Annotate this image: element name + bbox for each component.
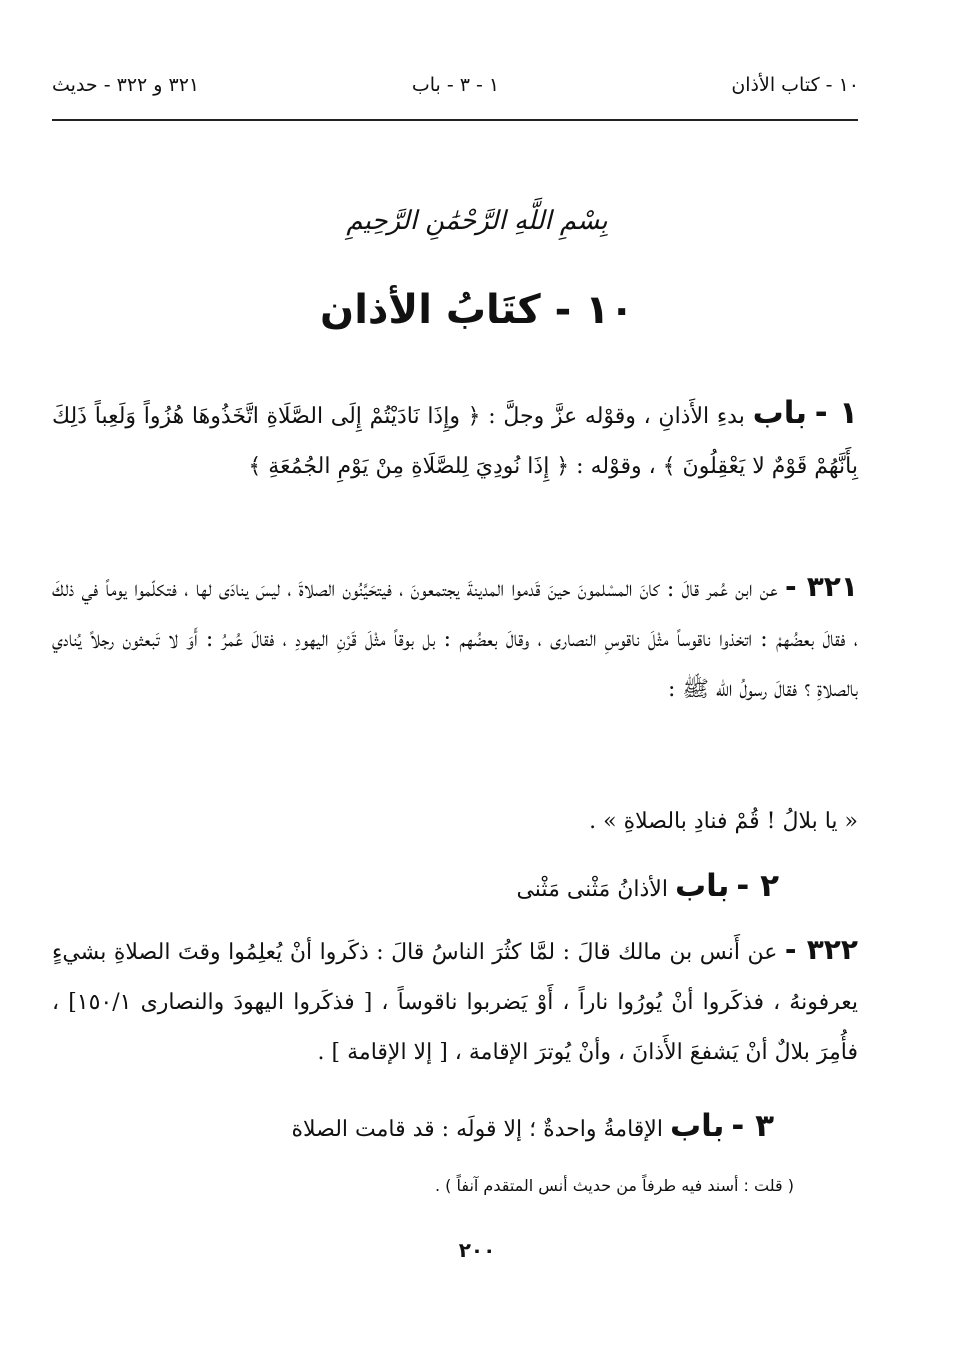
- hadith-321-quote: « يا بلالُ ! قُمْ فنادِ بالصلاةِ » .: [589, 809, 858, 834]
- book-title: ١٠ - كتَابُ الأذان: [320, 287, 634, 333]
- chapter-2-text: الأذانُ مَثْنى مَثْنى: [516, 877, 668, 902]
- chapter-3-label: باب: [669, 1108, 725, 1144]
- editor-note: ( قلت : أسند فيه طرفاً من حديث أنس المتقدم آنفاً ) .: [434, 1176, 794, 1195]
- chapter-2-label: باب: [674, 868, 730, 904]
- hadith-321: [52, 562, 858, 715]
- chapter-1-number: ١ -: [814, 395, 858, 431]
- hadith-322: [52, 925, 858, 1078]
- basmala-calligraphy: بِسْمِ اللَّهِ الرَّحْمَٰنِ الرَّحِيمِ: [346, 206, 608, 236]
- hadith-321-number: ٣٢١ -: [785, 570, 858, 603]
- chapter-2: [516, 858, 779, 918]
- hadith-322-text: عن أَنس بن مالك قالَ : لمَّا كثُرَ الناسُ قالَ : ذكَروا أنْ يُعلِمُوا وقتَ الصلاةِ بشيءٍ يعرفونهُ ، فذكَروا أنْ يُورُوا ناراً ، أَوْ يَضربوا ناقوساً ، [ فذكَروا اليهودَ والنصارى ١٥٠/١] ، فأُمِرَ بلالٌ أنْ يَشفعَ الأَذانَ ، وأنْ يُوترَ الإقامة ، [ إلا الإقامة ] .: [52, 940, 858, 1065]
- header-divider: [52, 119, 858, 121]
- chapter-3-number: ٣ -: [731, 1108, 774, 1144]
- chapter-1-label: باب: [752, 395, 807, 431]
- chapter-1: [52, 388, 858, 492]
- chapter-3-text: الإقامةُ واحدةٌ ؛ إلا قولَه : قد قامت الصلاة: [291, 1117, 663, 1142]
- chapter-2-number: ٢ -: [736, 868, 779, 904]
- hadith-321-text: عن ابن عُمر قالَ : كانَ المسْلمونَ حينَ قَدموا المدينةَ يجتمعونَ ، فيتحَيَّنُون الصلاةَ ، ليسَ ينادَى لها ، فتكلّموا يوماً في ذلكَ ، فقالَ بعضُهمْ : اتخذوا ناقوساً مثْلَ ناقوسِ النصارى ، وقالَ بعضُهم : بل بوقاً مثْلَ قَرْنِ اليهودِ ، فقالَ عُمرُ : أَوَ لا تَبعثون رجلاً يُنادي بالصلاةِ ؟ فقالَ رسولُ الله ﷺ :: [52, 577, 858, 702]
- header-book-title: ١٠ - كتاب الأذان: [731, 74, 859, 96]
- header-hadith-range: ٣٢١ و ٣٢٢ - حديث: [52, 74, 200, 96]
- running-header: [52, 74, 859, 108]
- hadith-322-number: ٣٢٢ -: [784, 933, 858, 966]
- page-number: ٢٠٠: [458, 1238, 496, 1262]
- chapter-3: [291, 1098, 774, 1158]
- header-chapter-range: ١ - ٣ - باب: [411, 74, 500, 96]
- chapter-1-text: بدءِ الأَذانِ ، وقوْله عزَّ وجلَّ : ﴿ وإِذَا نَادَيْتُمْ إِلَى الصَّلَاةِ اتَّخَذُوهَا هُزُواً وَلَعِباً ذَلِكَ بِأَنَّهُمْ قَوْمٌ لا يَعْقِلُونَ ﴾ ، وقوْله : ﴿ إِذَا نُودِيَ لِلصَّلَاةِ مِنْ يَوْمِ الجُمُعَةِ ﴾: [52, 404, 858, 479]
